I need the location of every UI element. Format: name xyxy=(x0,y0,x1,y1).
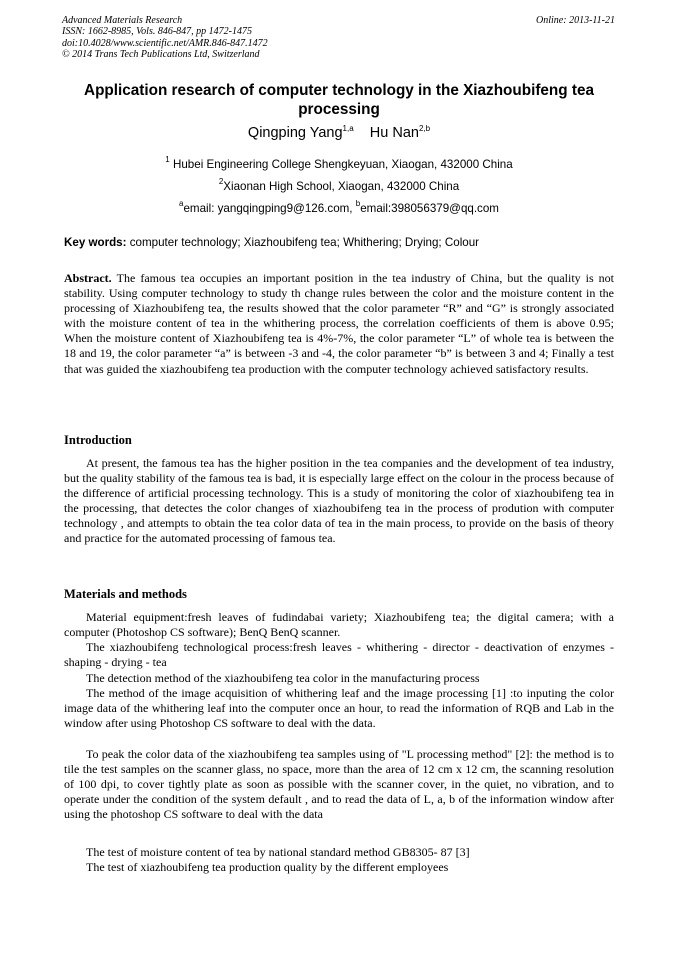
journal-doi: doi:10.4028/www.scientific.net/AMR.846-847.1472 xyxy=(62,37,268,49)
methods-paragraph-1: Material equipment:fresh leaves of fudindabai variety; Xiazhoubifeng tea; the digital camera; with a computer (Photoshop CS software); BenQ BenQ scanner. xyxy=(64,610,614,640)
affiliation-1-sup: 1 xyxy=(165,155,170,164)
methods-paragraph-2: The xiazhoubifeng technological process:fresh leaves - whithering - director - deactivation of enzymes - shaping - drying - tea xyxy=(64,640,614,670)
methods-paragraph-3: The detection method of the xiazhoubifeng tea color in the manufacturing process xyxy=(86,671,480,685)
email-b-sup: b xyxy=(355,199,361,208)
paper-title: Application research of computer technology in the Xiazhoubifeng tea processing xyxy=(84,82,594,118)
keywords xyxy=(64,236,616,250)
journal-name: Advanced Materials Research xyxy=(62,15,183,26)
introduction-heading: Introduction xyxy=(64,433,132,447)
online-date: Online: 2013-11-21 xyxy=(536,15,615,26)
email-a-sup: a xyxy=(179,199,184,208)
abstract-text: The famous tea occupies an important position in the tea industry of China, but the quality is not stability. Using computer technology to study th change rules between the color and the moisture content in the processing of Xiazhoubifeng tea, the results showed that the color parameter “R” and “G” is strongly associated with the moisture content of tea in the whithering process, the correlation coefficients of them is above 0.95; When the moisture content of Xiazhoubifeng tea is 4%-7%, the color parameter “L” of whole tea is between the 18 and 19, the color parameter “a” is between -3 and -4, the color parameter “b” is between 3 and 4; Finally a test that was guided the xiazhoubifeng tea production with the computer technology achieved satisfactory results. xyxy=(64,271,615,376)
author-1-sup: 1,a xyxy=(342,124,354,133)
affiliation-2 xyxy=(66,177,612,194)
introduction-text: At present, the famous tea has the higher position in the tea companies and the development of tea industry, but the quality stability of the famous tea is bad, it is especially large effect on the colour in the process because of the difference of artificial processing technology. This is a study of monitoring the color of xiazhoubifeng tea in the processing, that detectes the color changes of xiazhoubifeng tea in the process of prodution with computer technology , and attempts to obtain the tea color data of tea in the main process, to provide on the basis of theory and practice for the automated processing of famous tea. xyxy=(64,456,614,546)
methods-paragraph-5: To peak the color data of the xiazhoubifeng tea samples using of "L processing method" [2]: the method is to tile the test samples on the scanner glass, no space, more than the area of 12 cm x 12 cm, the scanning resolution of 100 dpi, to cover tightly plate as soon as possible with the scanner cover, in the quiet, no vibration, and to operate under the condition of the system default , and to read the data of L, a, b of the information window after using the photoshop CS software to deal with the data xyxy=(64,747,614,822)
email-line xyxy=(66,199,612,216)
affiliation-2-sup: 2 xyxy=(218,177,224,186)
methods-heading: Materials and methods xyxy=(64,587,187,601)
journal-issn: ISSN: 1662-8985, Vols. 846-847, pp 1472-1475 xyxy=(62,26,252,38)
author-1: Qingping Yang xyxy=(247,125,343,141)
methods-paragraph-7: The test of xiazhoubifeng tea production quality by the different employees xyxy=(86,860,449,874)
email-a: email: yangqingping9@126.com, xyxy=(183,202,353,215)
journal-header xyxy=(62,15,482,60)
methods-paragraph-4: The method of the image acquisition of whithering leaf and the image processing [1] :to inputing the color image data of the whithering leaf into the computer once an hour, to read the information of RQB and Lab in the window after using Photoshop CS software to deal with the data. xyxy=(64,686,614,731)
author-line xyxy=(66,124,612,142)
author-2: Hu Nan xyxy=(369,125,419,141)
email-b: email:398056379@qq.com xyxy=(360,202,499,215)
affiliation-2-text: Xiaonan High School, Xiaogan, 432000 China xyxy=(223,180,460,193)
abstract-label: Abstract. xyxy=(64,271,112,285)
methods-paragraph-6: The test of moisture content of tea by national standard method GB8305- 87 [3] xyxy=(86,845,470,859)
keywords-text: computer technology; Xiazhoubifeng tea; Whithering; Drying; Colour xyxy=(129,236,480,249)
author-2-sup: 2,b xyxy=(418,124,431,133)
affiliation-1 xyxy=(66,155,612,172)
abstract xyxy=(64,271,614,377)
affiliation-1-text: Hubei Engineering College Shengkeyuan, Xiaogan, 432000 China xyxy=(172,158,513,171)
journal-copyright: © 2014 Trans Tech Publications Ltd, Switzerland xyxy=(62,48,260,60)
keywords-label: Key words: xyxy=(64,236,127,249)
